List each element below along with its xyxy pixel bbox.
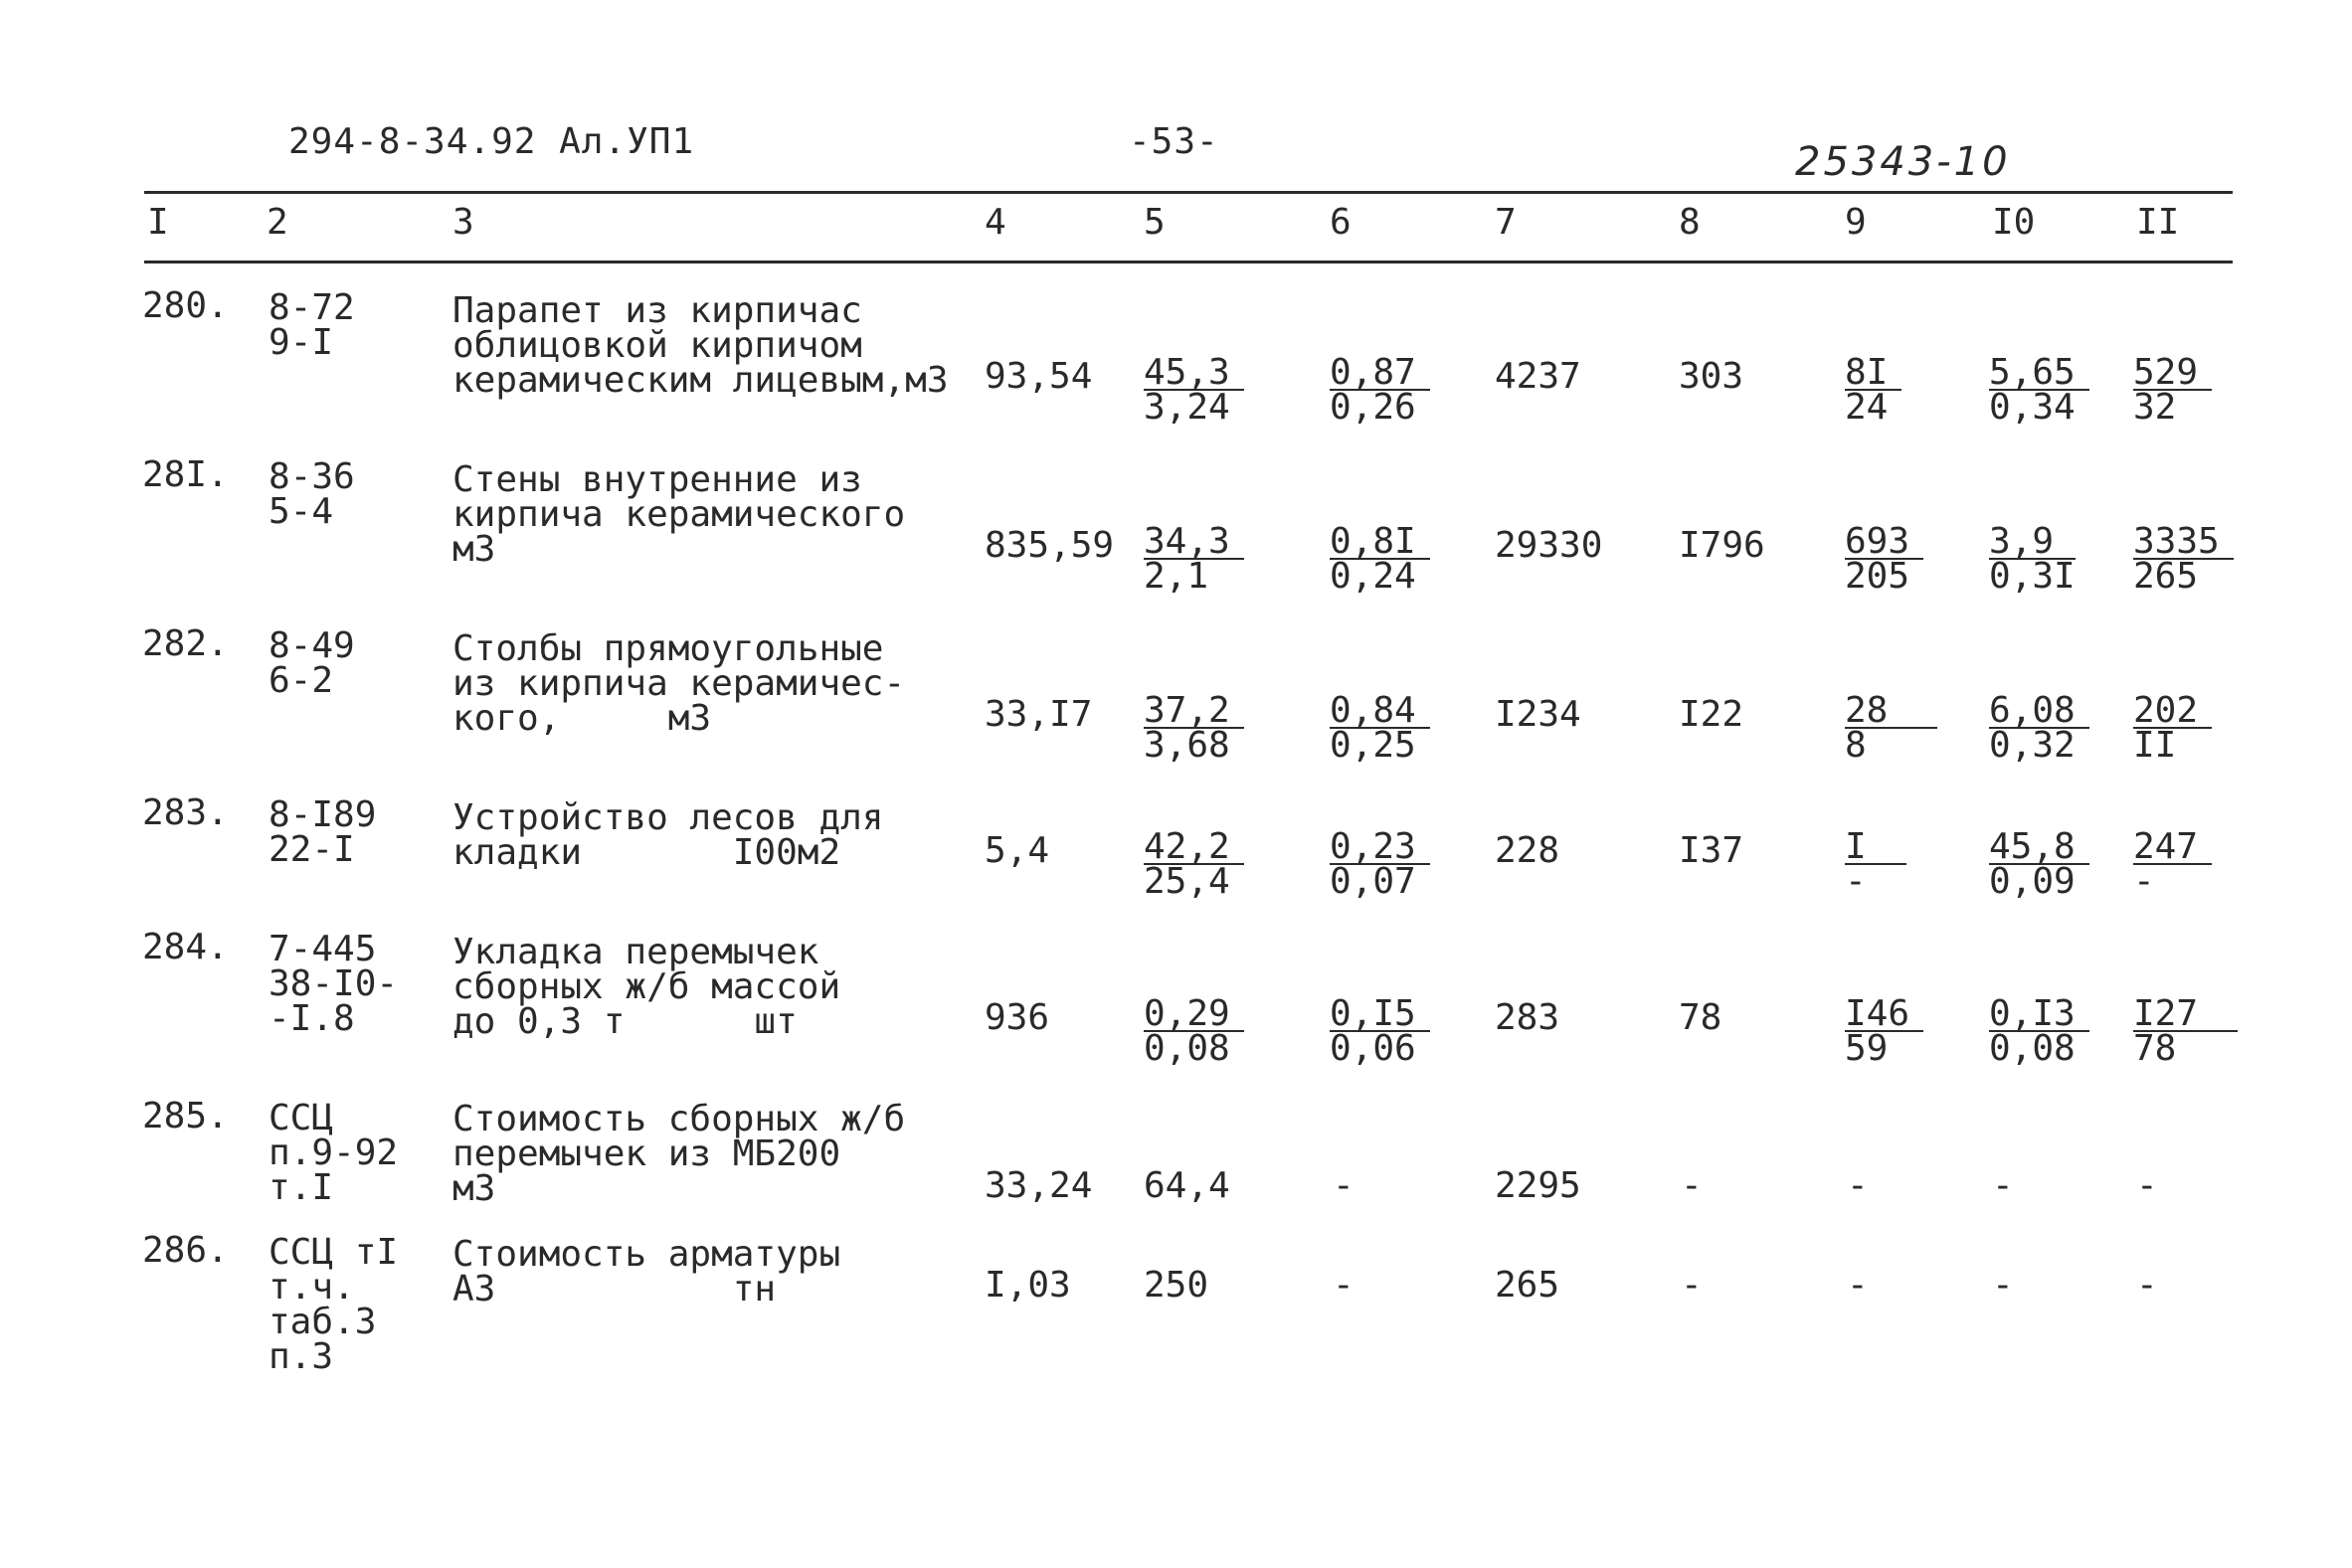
description-line: керамическим лицевым,м3 bbox=[452, 360, 949, 401]
fraction-denominator: 0,08 bbox=[1144, 1028, 1230, 1069]
norm-code bbox=[269, 1098, 399, 1208]
fraction-numerator: I bbox=[1845, 830, 1906, 865]
fraction-denominator: 8 bbox=[1845, 725, 1867, 766]
description-line: кирпича керамического bbox=[452, 494, 906, 535]
norm-code-line: п.9-92 bbox=[269, 1132, 399, 1173]
fraction-denominator: 0,25 bbox=[1330, 725, 1416, 766]
unit-wage-fraction bbox=[1330, 826, 1430, 902]
fraction-denominator: 0,26 bbox=[1330, 387, 1416, 428]
labor-total-fraction bbox=[2133, 690, 2212, 766]
norm-code-line: т.ч. bbox=[269, 1267, 355, 1307]
fraction-denominator: 0,3I bbox=[1989, 556, 2076, 597]
work-description bbox=[452, 1234, 841, 1309]
fraction-denominator: II bbox=[2133, 725, 2177, 766]
total-cost-value: 265 bbox=[1495, 1265, 1560, 1306]
column-header: 4 bbox=[985, 202, 1006, 243]
norm-code-line: 8-I89 bbox=[269, 794, 377, 835]
wages-value: 303 bbox=[1679, 356, 1744, 397]
fraction-denominator: 265 bbox=[2133, 556, 2199, 597]
fraction-numerator: 0,I3 bbox=[1989, 997, 2089, 1032]
machinery-fraction bbox=[1845, 993, 1923, 1069]
unit-cost-fraction bbox=[1144, 690, 1244, 766]
quantity-value: 33,24 bbox=[985, 1165, 1093, 1206]
fraction-denominator: 0,34 bbox=[1989, 387, 2076, 428]
quantity-value: 5,4 bbox=[985, 830, 1050, 871]
fraction-denominator: 0,09 bbox=[1989, 861, 2076, 902]
labor-total-fraction bbox=[2133, 993, 2238, 1069]
fraction-denominator: - bbox=[2133, 861, 2155, 902]
norm-code bbox=[269, 1232, 399, 1377]
total-cost-value: 29330 bbox=[1495, 525, 1603, 566]
fraction-numerator: 5,65 bbox=[1989, 356, 2089, 391]
fraction-denominator: 25,4 bbox=[1144, 861, 1230, 902]
description-line: Стены внутренние из bbox=[452, 459, 862, 500]
fraction-denominator: 32 bbox=[2133, 387, 2177, 428]
description-line: Устройство лесов для bbox=[452, 797, 884, 838]
unit-wage-value: - bbox=[1333, 1265, 1355, 1306]
quantity-value: I,03 bbox=[985, 1265, 1071, 1306]
description-line: А3 тн bbox=[452, 1269, 777, 1309]
description-line: Стоимость арматуры bbox=[452, 1234, 841, 1275]
unit-cost-fraction bbox=[1144, 826, 1244, 902]
norm-code-line: т.I bbox=[269, 1167, 334, 1208]
wages-value: I796 bbox=[1679, 525, 1765, 566]
unit-cost-value: 64,4 bbox=[1144, 1165, 1230, 1206]
description-line: кого, м3 bbox=[452, 698, 712, 739]
fraction-denominator: 0,08 bbox=[1989, 1028, 2076, 1069]
labor-total-fraction bbox=[2133, 521, 2234, 597]
column-header: 3 bbox=[452, 202, 474, 243]
description-line: Парапет из кирпичас bbox=[452, 290, 862, 331]
labor-total-value: - bbox=[2136, 1165, 2158, 1206]
table-top-rule bbox=[144, 191, 2233, 194]
norm-code bbox=[269, 456, 355, 532]
description-line: перемычек из МБ200 bbox=[452, 1133, 841, 1174]
total-cost-value: I234 bbox=[1495, 694, 1581, 735]
norm-code-line: -I.8 bbox=[269, 998, 355, 1039]
fraction-numerator: 0,29 bbox=[1144, 997, 1244, 1032]
fraction-numerator: 6,08 bbox=[1989, 694, 2089, 729]
fraction-denominator: 2,1 bbox=[1144, 556, 1209, 597]
row-number: 285. bbox=[142, 1096, 229, 1136]
description-line: Столбы прямоугольные bbox=[452, 628, 884, 669]
fraction-numerator: 693 bbox=[1845, 525, 1923, 560]
fraction-denominator: 0,32 bbox=[1989, 725, 2076, 766]
unit-cost-fraction bbox=[1144, 521, 1244, 597]
machinery-fraction bbox=[1845, 352, 1901, 428]
labor-total-fraction bbox=[2133, 352, 2212, 428]
unit-wage-value: - bbox=[1333, 1165, 1355, 1206]
column-header: II bbox=[2136, 202, 2180, 243]
work-description bbox=[452, 628, 906, 739]
norm-code-line: 5-4 bbox=[269, 491, 334, 532]
wages-value: - bbox=[1681, 1165, 1703, 1206]
wages-value: - bbox=[1681, 1265, 1703, 1306]
norm-code-line: таб.3 bbox=[269, 1302, 377, 1342]
unit-wage-fraction bbox=[1330, 352, 1430, 428]
norm-code bbox=[269, 794, 377, 870]
total-cost-value: 4237 bbox=[1495, 356, 1581, 397]
quantity-value: 93,54 bbox=[985, 356, 1093, 397]
fraction-denominator: 0,06 bbox=[1330, 1028, 1416, 1069]
machinery-fraction bbox=[1845, 690, 1937, 766]
fraction-denominator: 0,07 bbox=[1330, 861, 1416, 902]
description-line: облицовкой кирпичом bbox=[452, 325, 862, 366]
work-description bbox=[452, 932, 841, 1042]
description-line: из кирпича керамичес- bbox=[452, 663, 906, 704]
fraction-numerator: 28 bbox=[1845, 694, 1937, 729]
fraction-numerator: 3335 bbox=[2133, 525, 2234, 560]
row-number: 283. bbox=[142, 792, 229, 833]
row-number: 286. bbox=[142, 1230, 229, 1271]
quantity-value: 835,59 bbox=[985, 525, 1115, 566]
fraction-numerator: 3,9 bbox=[1989, 525, 2076, 560]
description-line: кладки I00м2 bbox=[452, 832, 841, 873]
norm-code-line: 6-2 bbox=[269, 660, 334, 701]
document-code: 294-8-34.92 Ал.УП1 bbox=[288, 121, 695, 162]
norm-code-line: 8-72 bbox=[269, 287, 355, 328]
norm-code-line: 8-36 bbox=[269, 456, 355, 497]
work-description bbox=[452, 1099, 906, 1209]
fraction-numerator: 202 bbox=[2133, 694, 2212, 729]
fraction-denominator: 205 bbox=[1845, 556, 1910, 597]
column-header: 8 bbox=[1679, 202, 1701, 243]
description-line: Укладка перемычек bbox=[452, 932, 819, 972]
fraction-numerator: 0,87 bbox=[1330, 356, 1430, 391]
description-line: м3 bbox=[452, 1168, 496, 1209]
work-description bbox=[452, 797, 884, 873]
total-cost-value: 228 bbox=[1495, 830, 1560, 871]
total-cost-value: 283 bbox=[1495, 997, 1560, 1038]
unit-cost-fraction bbox=[1144, 993, 1244, 1069]
fraction-denominator: 3,24 bbox=[1144, 387, 1230, 428]
wages-value: I37 bbox=[1679, 830, 1744, 871]
labor-unit-fraction bbox=[1989, 690, 2089, 766]
labor-unit-fraction bbox=[1989, 826, 2089, 902]
fraction-numerator: 0,84 bbox=[1330, 694, 1430, 729]
labor-unit-fraction bbox=[1989, 993, 2089, 1069]
unit-cost-fraction bbox=[1144, 352, 1244, 428]
column-header: 5 bbox=[1144, 202, 1166, 243]
column-header: 9 bbox=[1845, 202, 1867, 243]
quantity-value: 936 bbox=[985, 997, 1050, 1038]
fraction-denominator: 24 bbox=[1845, 387, 1889, 428]
unit-wage-fraction bbox=[1330, 690, 1430, 766]
description-line: м3 bbox=[452, 529, 496, 570]
unit-wage-fraction bbox=[1330, 993, 1430, 1069]
fraction-numerator: 8I bbox=[1845, 356, 1901, 391]
fraction-numerator: 45,3 bbox=[1144, 356, 1244, 391]
unit-wage-fraction bbox=[1330, 521, 1430, 597]
total-cost-value: 2295 bbox=[1495, 1165, 1581, 1206]
description-line: до 0,3 т шт bbox=[452, 1001, 798, 1042]
labor-unit-fraction bbox=[1989, 352, 2089, 428]
norm-code-line: 9-I bbox=[269, 322, 334, 363]
row-number: 284. bbox=[142, 927, 229, 967]
description-line: Стоимость сборных ж/б bbox=[452, 1099, 906, 1139]
fraction-numerator: 529 bbox=[2133, 356, 2212, 391]
norm-code-line: ССЦ тI bbox=[269, 1232, 399, 1273]
column-header: 7 bbox=[1495, 202, 1517, 243]
fraction-numerator: 42,2 bbox=[1144, 830, 1244, 865]
fraction-numerator: I27 bbox=[2133, 997, 2238, 1032]
fraction-numerator: I46 bbox=[1845, 997, 1923, 1032]
row-number: 280. bbox=[142, 285, 229, 326]
fraction-denominator: 0,24 bbox=[1330, 556, 1416, 597]
fraction-denominator: - bbox=[1845, 861, 1867, 902]
row-number: 28I. bbox=[142, 454, 229, 495]
table-header-rule bbox=[144, 261, 2233, 263]
norm-code bbox=[269, 287, 355, 363]
labor-total-value: - bbox=[2136, 1265, 2158, 1306]
norm-code-line: 22-I bbox=[269, 829, 355, 870]
fraction-numerator: 34,3 bbox=[1144, 525, 1244, 560]
fraction-numerator: 247 bbox=[2133, 830, 2212, 865]
unit-cost-value: 250 bbox=[1144, 1265, 1209, 1306]
fraction-denominator: 3,68 bbox=[1144, 725, 1230, 766]
norm-code bbox=[269, 929, 399, 1039]
norm-code-line: 8-49 bbox=[269, 625, 355, 666]
machinery-fraction bbox=[1845, 826, 1906, 902]
norm-code-line: 7-445 bbox=[269, 929, 377, 969]
norm-code-line: ССЦ bbox=[269, 1098, 334, 1138]
labor-unit-value: - bbox=[1992, 1265, 2014, 1306]
description-line: сборных ж/б массой bbox=[452, 966, 841, 1007]
norm-code-line: 38-I0- bbox=[269, 963, 399, 1004]
fraction-numerator: 0,23 bbox=[1330, 830, 1430, 865]
fraction-numerator: 37,2 bbox=[1144, 694, 1244, 729]
fraction-denominator: 78 bbox=[2133, 1028, 2177, 1069]
labor-total-fraction bbox=[2133, 826, 2212, 902]
fraction-numerator: 0,I5 bbox=[1330, 997, 1430, 1032]
norm-code bbox=[269, 625, 355, 701]
wages-value: I22 bbox=[1679, 694, 1744, 735]
fraction-denominator: 59 bbox=[1845, 1028, 1889, 1069]
machinery-value: - bbox=[1847, 1165, 1869, 1206]
handwritten-inventory-number: 25343-10 bbox=[1795, 139, 2011, 185]
labor-unit-fraction bbox=[1989, 521, 2076, 597]
fraction-numerator: 45,8 bbox=[1989, 830, 2089, 865]
quantity-value: 33,I7 bbox=[985, 694, 1093, 735]
machinery-fraction bbox=[1845, 521, 1923, 597]
column-header: I0 bbox=[1992, 202, 2036, 243]
machinery-value: - bbox=[1847, 1265, 1869, 1306]
fraction-numerator: 0,8I bbox=[1330, 525, 1430, 560]
work-description bbox=[452, 459, 906, 570]
labor-unit-value: - bbox=[1992, 1165, 2014, 1206]
column-header: 6 bbox=[1330, 202, 1352, 243]
wages-value: 78 bbox=[1679, 997, 1722, 1038]
norm-code-line: п.3 bbox=[269, 1336, 334, 1377]
work-description bbox=[452, 290, 949, 401]
column-header: I bbox=[147, 202, 169, 243]
column-header: 2 bbox=[267, 202, 288, 243]
row-number: 282. bbox=[142, 623, 229, 664]
page-number: -53- bbox=[1129, 121, 1219, 162]
